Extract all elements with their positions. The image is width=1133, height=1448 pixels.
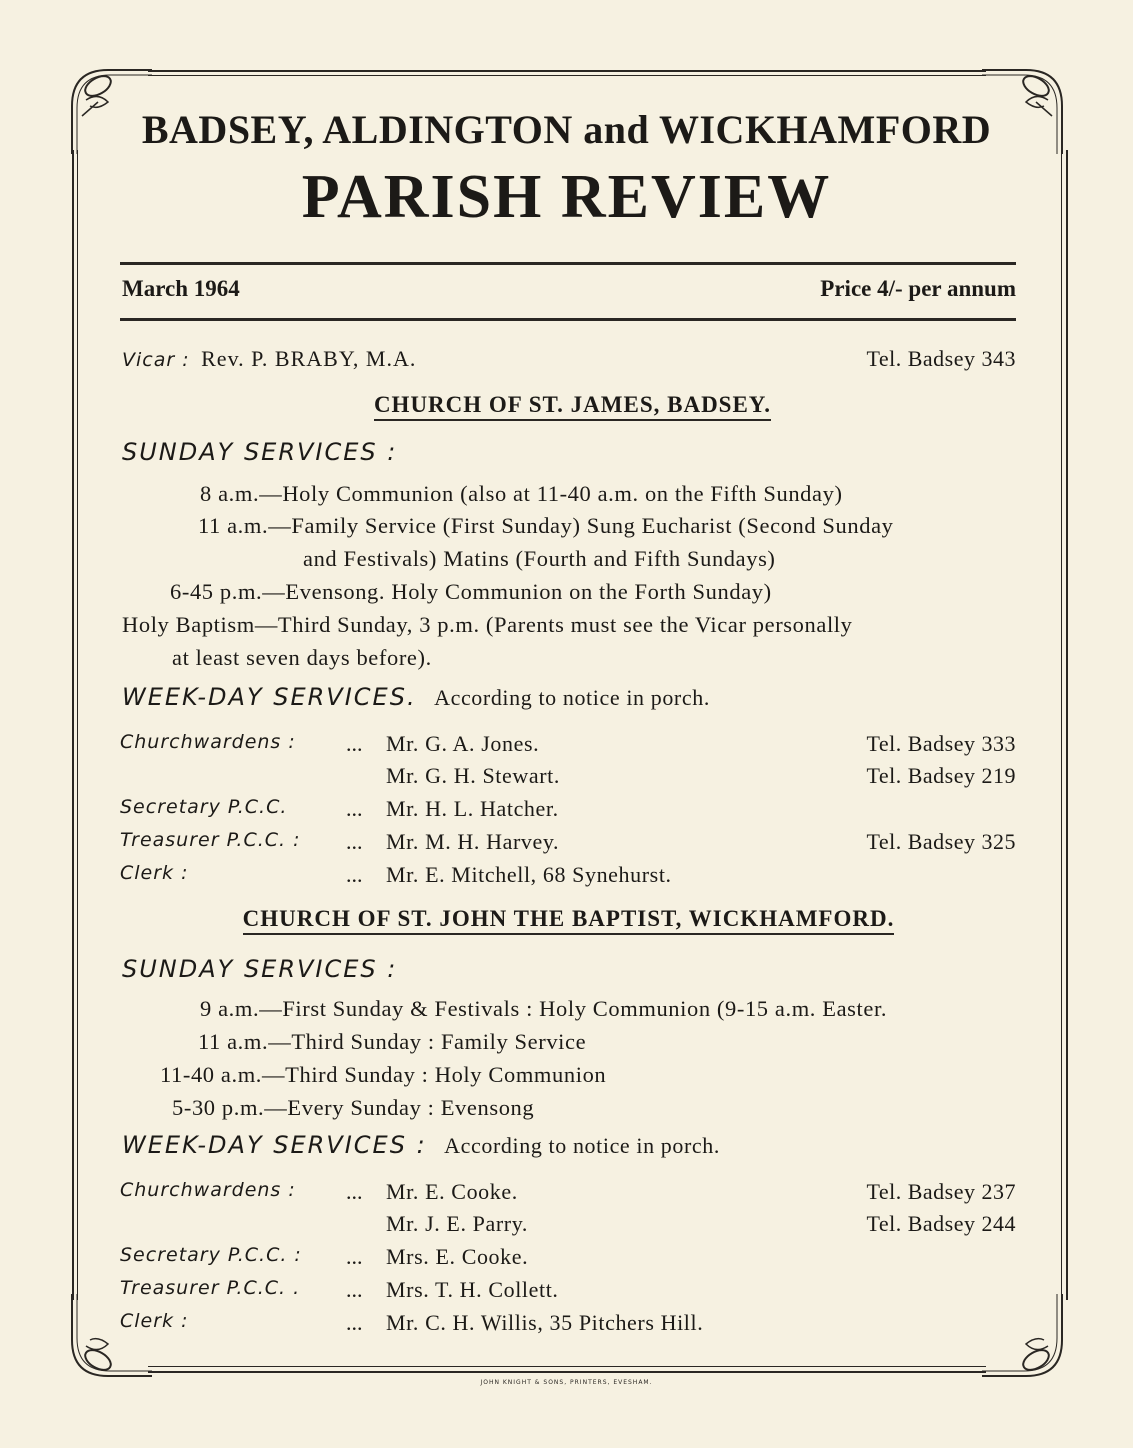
badsey-officer-row <box>120 829 1016 859</box>
officer-dots: ... <box>346 829 363 854</box>
officer-dots: ... <box>346 862 363 887</box>
vicar-label: Vicar : <box>122 349 190 371</box>
officer-name: Mr. J. E. Parry. <box>386 1211 528 1236</box>
vicar-row <box>122 346 1016 372</box>
officer-name: Mr. E. Mitchell, 68 Synehurst. <box>386 862 672 887</box>
frame-top-border-inner <box>148 75 986 76</box>
wickhamford-weekday-label: WEEK-DAY SERVICES : <box>122 1131 427 1159</box>
frame-left-border <box>72 150 74 1300</box>
frame-left-border-inner <box>77 150 78 1300</box>
officer-role: Treasurer P.C.C. . <box>120 1277 301 1299</box>
officer-tel: Tel. Badsey 244 <box>866 1211 1016 1236</box>
wickhamford-weekday-text: According to notice in porch. <box>444 1133 720 1158</box>
wickhamford-heading-text: CHURCH OF ST. JOHN THE BAPTIST, WICKHAMFORD. <box>243 906 895 935</box>
wickhamford-service-line: 11-40 a.m.—Third Sunday : Holy Communion <box>160 1062 607 1087</box>
wickhamford-church-heading <box>0 906 1133 932</box>
wickhamford-officer-row <box>120 1277 1016 1307</box>
frame-right-border-inner <box>1061 150 1062 1300</box>
officer-name: Mr. E. Cooke. <box>386 1179 518 1204</box>
wickhamford-service-line: 5-30 p.m.—Every Sunday : Evensong <box>172 1095 535 1120</box>
officer-role: Churchwardens : <box>120 1179 296 1201</box>
wickhamford-officer-row <box>120 1211 1016 1241</box>
officer-dots: ... <box>346 1277 363 1302</box>
badsey-service-line: 11 a.m.—Family Service (First Sunday) Sung Eucharist (Second Sunday <box>198 513 894 538</box>
officer-tel: Tel. Badsey 219 <box>866 763 1016 788</box>
officer-name: Mr. C. H. Willis, 35 Pitchers Hill. <box>386 1310 704 1335</box>
badsey-baptism-line: at least seven days before). <box>172 645 432 670</box>
badsey-service-line: 6-45 p.m.—Evensong. Holy Communion on the Forth Sunday) <box>170 579 772 604</box>
issue-rule-bottom <box>120 318 1016 321</box>
wickhamford-service-line: 11 a.m.—Third Sunday : Family Service <box>198 1029 587 1054</box>
badsey-weekday-label: WEEK-DAY SERVICES. <box>122 683 417 711</box>
officer-name: Mr. G. H. Stewart. <box>386 763 560 788</box>
vicar-name: Rev. P. BRABY, M.A. <box>201 346 417 371</box>
officer-dots: ... <box>346 796 363 821</box>
printer-imprint: JOHN KNIGHT & SONS, PRINTERS, EVESHAM. <box>480 1379 653 1386</box>
officer-role: Churchwardens : <box>120 731 296 753</box>
masthead-parishes: BADSEY, ALDINGTON and WICKHAMFORD <box>141 107 992 152</box>
wickhamford-service-line: 9 a.m.—First Sunday & Festivals : Holy Communion (9-15 a.m. Easter. <box>200 996 888 1021</box>
officer-dots: ... <box>346 1244 363 1269</box>
issue-rule-top <box>120 262 1016 265</box>
badsey-officer-row <box>120 731 1016 761</box>
badsey-service-line: 8 a.m.—Holy Communion (also at 11-40 a.m. on the Fifth Sunday) <box>200 481 843 506</box>
badsey-sunday-label: SUNDAY SERVICES : <box>122 438 398 466</box>
officer-name: Mr. M. H. Harvey. <box>386 829 560 854</box>
wickhamford-sunday-label: SUNDAY SERVICES : <box>122 955 398 983</box>
badsey-weekday-text: According to notice in porch. <box>434 685 710 710</box>
badsey-officer-row <box>120 862 1016 892</box>
officer-role: Treasurer P.C.C. : <box>120 829 301 851</box>
badsey-weekday-row <box>122 683 1016 711</box>
officer-name: Mrs. T. H. Collett. <box>386 1277 559 1302</box>
officer-name: Mr. H. L. Hatcher. <box>386 796 559 821</box>
officer-role: Secretary P.C.C. <box>120 796 288 818</box>
frame-right-border <box>1066 150 1068 1300</box>
officer-tel: Tel. Badsey 325 <box>866 829 1016 854</box>
frame-top-border <box>148 70 986 72</box>
officer-dots: ... <box>346 1310 363 1335</box>
officer-role: Clerk : <box>120 1310 189 1332</box>
issue-price: Price 4/- per annum <box>820 276 1016 301</box>
badsey-officer-row <box>120 763 1016 793</box>
issue-date: March 1964 <box>122 276 240 301</box>
issue-bar <box>122 276 1016 308</box>
vicar-tel: Tel. Badsey 343 <box>866 346 1016 371</box>
officer-role: Secretary P.C.C. : <box>120 1244 302 1266</box>
officer-tel: Tel. Badsey 333 <box>866 731 1016 756</box>
badsey-baptism-line: Holy Baptism—Third Sunday, 3 p.m. (Parents must see the Vicar personally <box>122 612 853 637</box>
wickhamford-officer-row <box>120 1310 1016 1340</box>
wickhamford-officer-row <box>120 1179 1016 1209</box>
frame-bottom-border-inner <box>148 1366 986 1367</box>
badsey-officer-row <box>120 796 1016 826</box>
masthead-title: PARISH REVIEW <box>301 163 832 231</box>
wickhamford-weekday-row <box>122 1131 1016 1159</box>
badsey-church-heading <box>0 392 1133 418</box>
officer-name: Mrs. E. Cooke. <box>386 1244 529 1269</box>
frame-bottom-border <box>148 1371 986 1373</box>
wickhamford-officer-row <box>120 1244 1016 1274</box>
officer-role: Clerk : <box>120 862 189 884</box>
officer-dots: ... <box>346 1179 363 1204</box>
officer-name: Mr. G. A. Jones. <box>386 731 540 756</box>
officer-dots: ... <box>346 731 363 756</box>
badsey-service-line: and Festivals) Matins (Fourth and Fifth Sundays) <box>303 546 776 571</box>
badsey-heading-text: CHURCH OF ST. JAMES, BADSEY. <box>374 392 771 421</box>
officer-tel: Tel. Badsey 237 <box>866 1179 1016 1204</box>
